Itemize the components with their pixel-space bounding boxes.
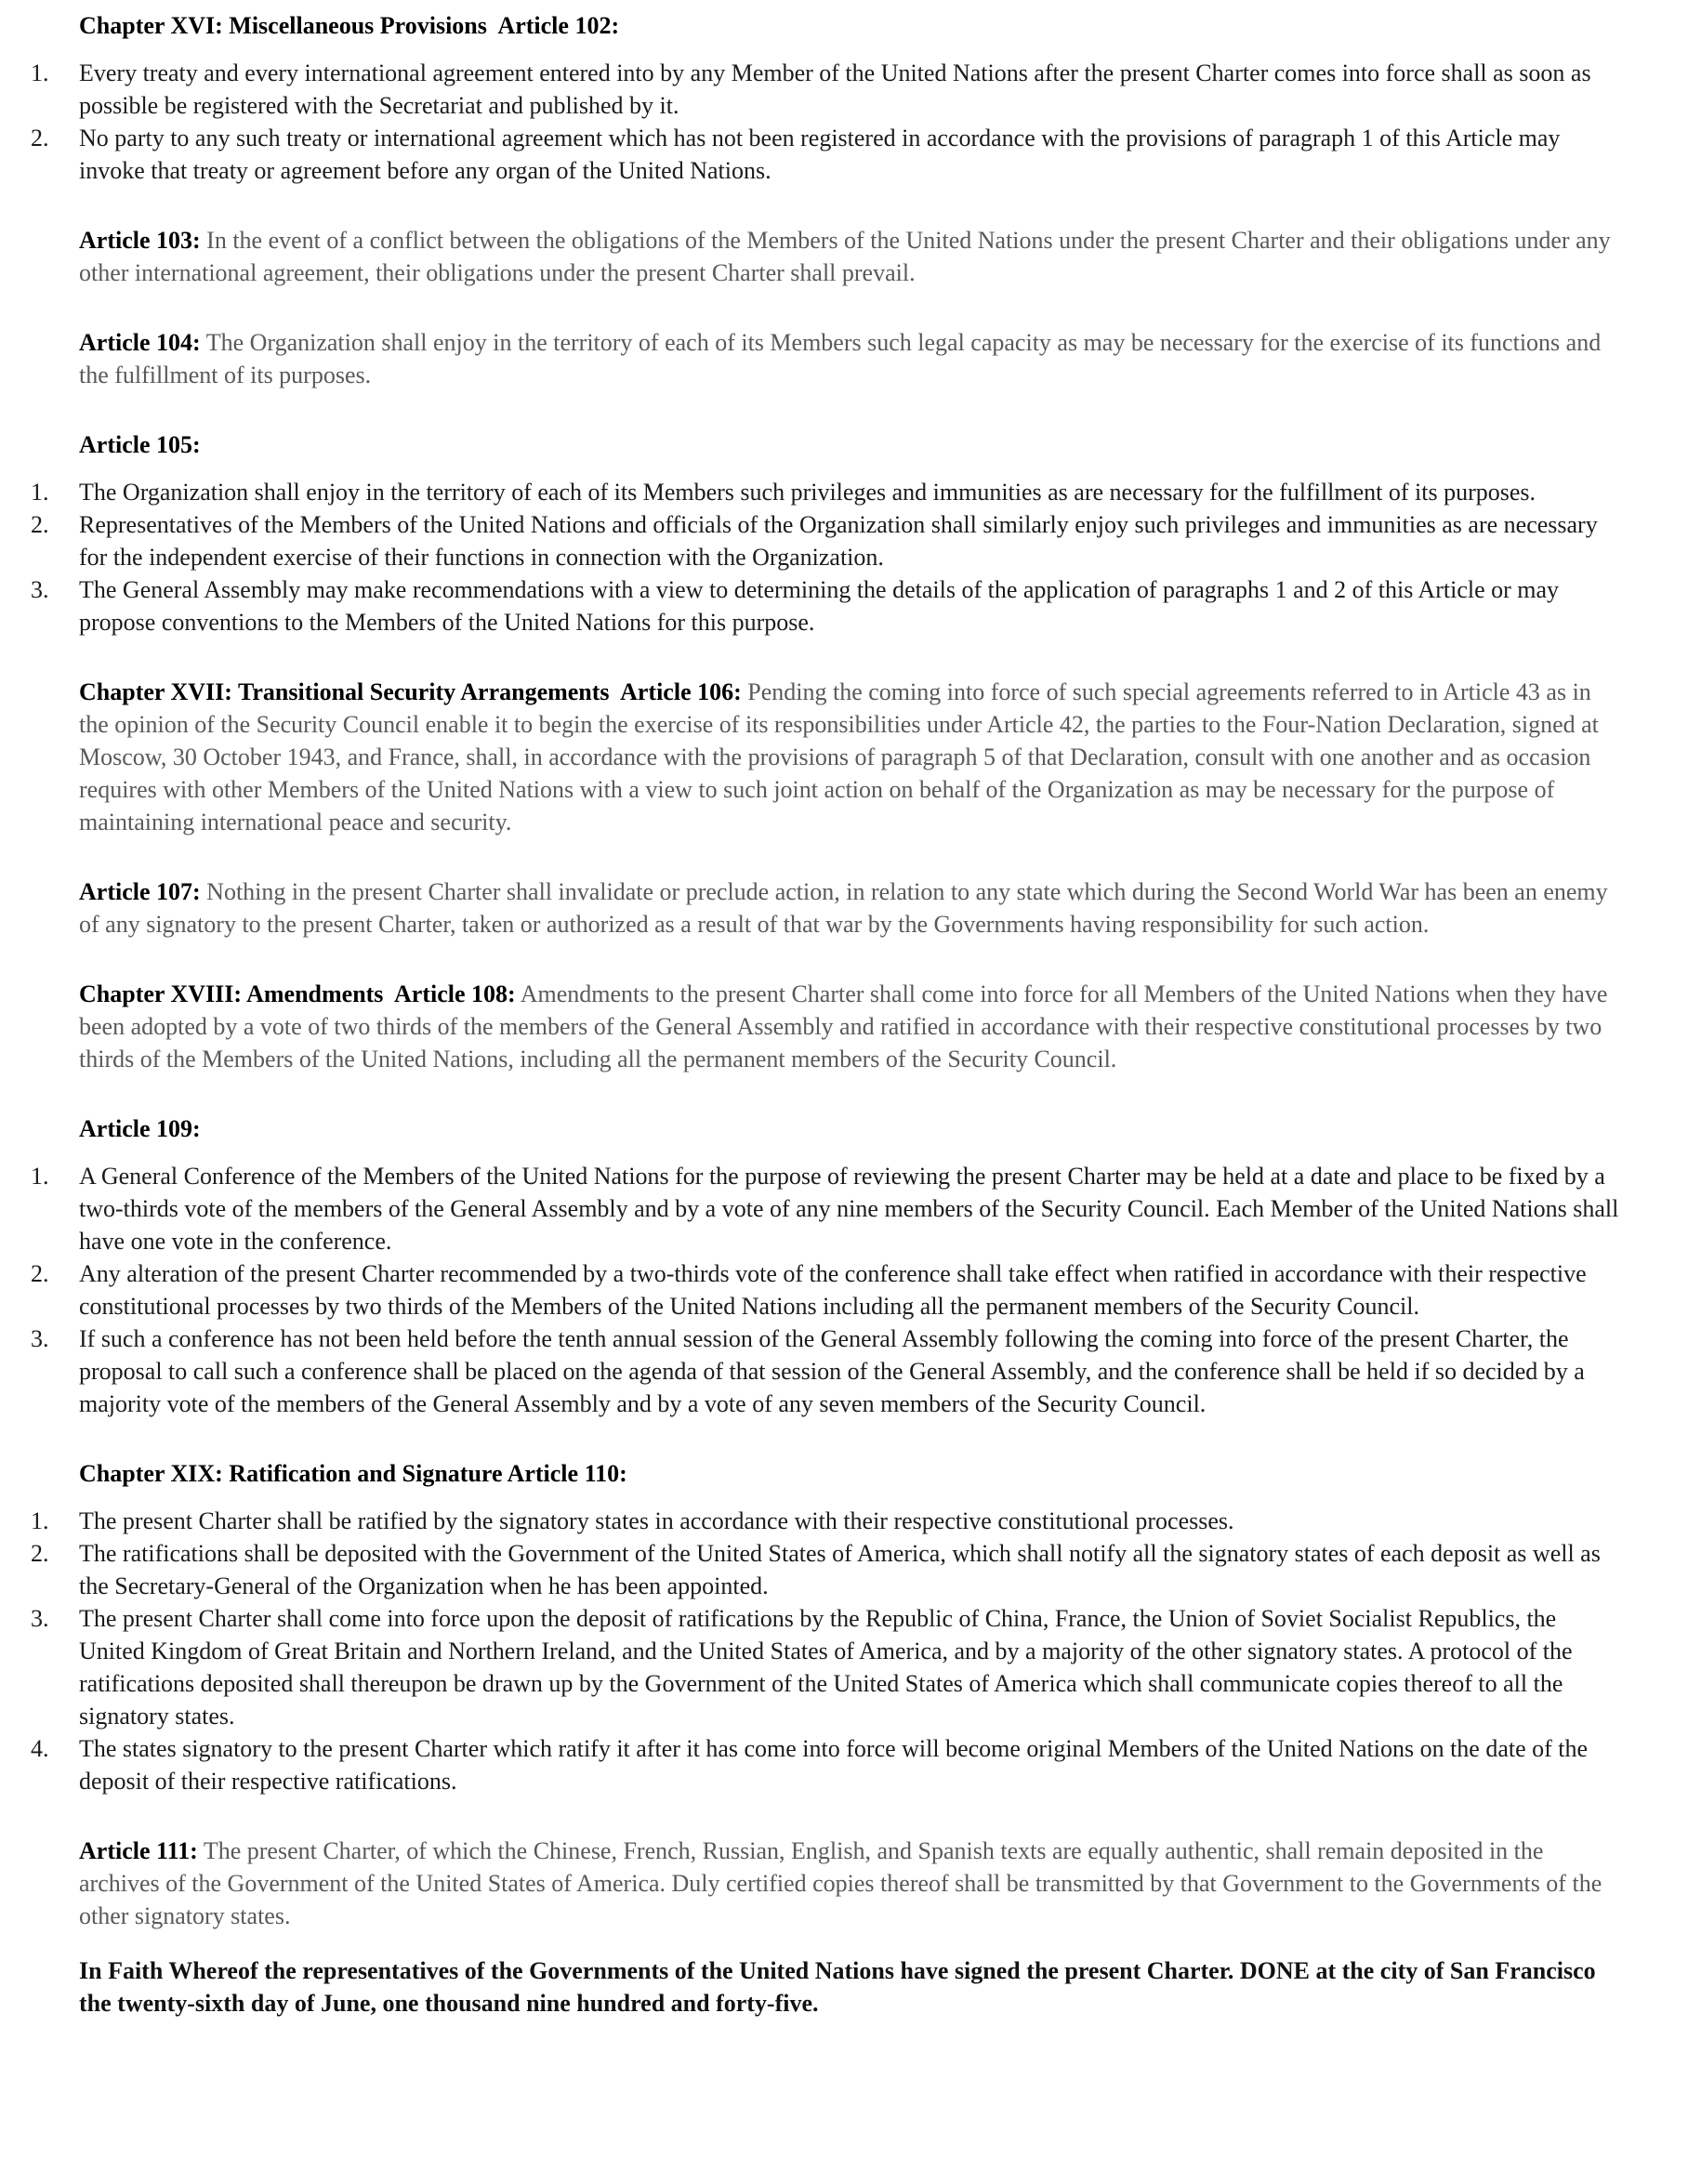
list-item-number: 2. [31, 1540, 49, 1567]
list-item [31, 1322, 1627, 1420]
chapter-16-heading: Chapter XVI: Miscellaneous Provisions Article 102: [79, 12, 620, 39]
list-item [31, 1257, 1627, 1322]
list-item-text: A General Conference of the Members of the United Nations for the purpose of reviewing the present Charter may be held at a date and place to be fixed by a two-thirds vote of the members of the General Assembly and by a vote of any nine members of the Security Council. Each Member of the United Nations shall have one vote in the conference. [79, 1163, 1619, 1255]
list-item-text: The ratifications shall be deposited with the Government of the United States of America, which shall notify all the signatory states of each deposit as well as the Secretary-General of the Organization when he has been appointed. [79, 1540, 1601, 1599]
article-107-label: Article 107: [79, 878, 201, 905]
article-111-text: The present Charter, of which the Chinese, French, Russian, English, and Spanish texts are equally authentic, shall remain deposited in the archives of the Government of the United States of America. Duly certified copies thereof shall be transmitted by that Government to the Governments of the other signatory states. [79, 1837, 1602, 1929]
list-item [31, 573, 1627, 638]
list-item-number: 3. [31, 576, 49, 603]
article-106-text: Pending the coming into force of such special agreements referred to in Article 43 as in the opinion of the Security Council enable it to begin the exercise of its responsibilities under Article 42, the parties to the Four-Nation Declaration, signed at Moscow, 30 October 1943, and France, shall, in accordance with the provisions of paragraph 5 of that Declaration, consult with one another and as occasion requires with other Members of the United Nations with a view to such joint action on behalf of the Organization as may be necessary for the purpose of maintaining international peace and security. [79, 678, 1599, 835]
article-109-heading: Article 109: [79, 1115, 201, 1142]
article-102-list [31, 57, 1627, 187]
list-item-number: 1. [31, 479, 49, 506]
article-108-text: Amendments to the present Charter shall come into force for all Members of the United Nations when they have been adopted by a vote of two thirds of the members of the General Assembly and ratified in accordance with their respective constitutional processes by two thirds of the Members of the United Nations, including all the permanent members of the Security Council. [79, 980, 1608, 1072]
article-107-text: Nothing in the present Charter shall invalidate or preclude action, in relation to any state which during the Second World War has been an enemy of any signatory to the present Charter, taken or authorized as a result of that war by the Governments having responsibility for such action. [79, 878, 1608, 938]
chapter-17-article-106-paragraph [79, 676, 1627, 838]
list-item [31, 476, 1627, 508]
article-103-text: In the event of a conflict between the obligations of the Members of the United Nations under the present Charter and their obligations under any other international agreement, their obligations under the present Charter shall prevail. [79, 227, 1611, 286]
chapter-18-article-108-paragraph [79, 978, 1627, 1075]
list-item-number: 2. [31, 511, 49, 538]
list-item-text: The present Charter shall be ratified by the signatory states in accordance with their respective constitutional processes. [79, 1507, 1234, 1534]
list-item-text: Representatives of the Members of the United Nations and officials of the Organization shall similarly enjoy such privileges and immunities as are necessary for the independent exercise of their functions in connection with the Organization. [79, 511, 1598, 571]
closing-statement: In Faith Whereof the representatives of the Governments of the United Nations have signed the present Charter. DONE at the city of San Francisco the twenty-sixth day of June, one thousand nine hundred and forty-five. [79, 1957, 1596, 2017]
article-107-paragraph [79, 875, 1627, 941]
list-item-text: No party to any such treaty or international agreement which has not been registered in accordance with the provisions of paragraph 1 of this Article may invoke that treaty or agreement before any organ of the United Nations. [79, 125, 1561, 184]
list-item-number: 2. [31, 125, 49, 151]
list-item-text: The Organization shall enjoy in the territory of each of its Members such privileges and immunities as are necessary for the fulfillment of its purposes. [79, 479, 1536, 506]
list-item-text: If such a conference has not been held before the tenth annual session of the General Assembly following the coming into force of the present Charter, the proposal to call such a conference shall be placed on the agenda of that session of the General Assembly, and the conference shall be held if so decided by a majority vote of the members of the General Assembly and by a vote of any seven members of the Security Council. [79, 1325, 1585, 1417]
article-109-list [31, 1160, 1627, 1420]
list-item [31, 508, 1627, 573]
list-item-number: 3. [31, 1325, 49, 1352]
chapter-17-article-106-label: Chapter XVII: Transitional Security Arrangements Article 106: [79, 678, 742, 705]
chapter-18-article-108-label: Chapter XVIII: Amendments Article 108: [79, 980, 516, 1007]
list-item [31, 1602, 1627, 1732]
list-item-number: 4. [31, 1735, 49, 1762]
list-item-text: The states signatory to the present Charter which ratify it after it has come into force will become original Members of the United Nations on the date of the deposit of their respective ratifications. [79, 1735, 1589, 1795]
list-item [31, 122, 1627, 187]
article-103-label: Article 103: [79, 227, 201, 254]
list-item-text: The present Charter shall come into force upon the deposit of ratifications by the Republic of China, France, the Union of Soviet Socialist Republics, the United Kingdom of Great Britain and Northern Ireland, and the United States of America, and by a majority of the other signatory states. A protocol of the ratifications deposited shall thereupon be drawn up by the Government of the United States of America which shall communicate copies thereof to all the signatory states. [79, 1605, 1573, 1730]
article-111-label: Article 111: [79, 1837, 198, 1864]
list-item-text: Any alteration of the present Charter recommended by a two-thirds vote of the conference shall take effect when ratified in accordance with their respective constitutional processes by two thirds of the Members of the United Nations including all the permanent members of the Security Council. [79, 1260, 1587, 1320]
article-111-paragraph [79, 1835, 1627, 1932]
list-item-number: 1. [31, 1163, 49, 1190]
list-item [31, 57, 1627, 122]
list-item [31, 1732, 1627, 1797]
article-110-list [31, 1505, 1627, 1797]
list-item [31, 1505, 1627, 1537]
list-item-number: 2. [31, 1260, 49, 1287]
list-item-text: The General Assembly may make recommendations with a view to determining the details of the application of paragraphs 1 and 2 of this Article or may propose conventions to the Members of the United Nations for this purpose. [79, 576, 1560, 636]
article-104-paragraph [79, 326, 1627, 391]
list-item-number: 1. [31, 59, 49, 86]
article-104-text: The Organization shall enjoy in the territory of each of its Members such legal capacity as may be necessary for the exercise of its functions and the fulfillment of its purposes. [79, 329, 1602, 388]
list-item-text: Every treaty and every international agreement entered into by any Member of the United Nations after the present Charter comes into force shall as soon as possible be registered with the Secretariat and published by it. [79, 59, 1591, 119]
list-item-number: 3. [31, 1605, 49, 1632]
chapter-19-article-110-heading: Chapter XIX: Ratification and Signature Article 110: [79, 1460, 627, 1487]
article-105-list [31, 476, 1627, 638]
list-item [31, 1160, 1627, 1257]
list-item [31, 1537, 1627, 1602]
list-item-number: 1. [31, 1507, 49, 1534]
article-103-paragraph [79, 224, 1627, 289]
article-104-label: Article 104: [79, 329, 201, 356]
article-105-heading: Article 105: [79, 431, 201, 458]
